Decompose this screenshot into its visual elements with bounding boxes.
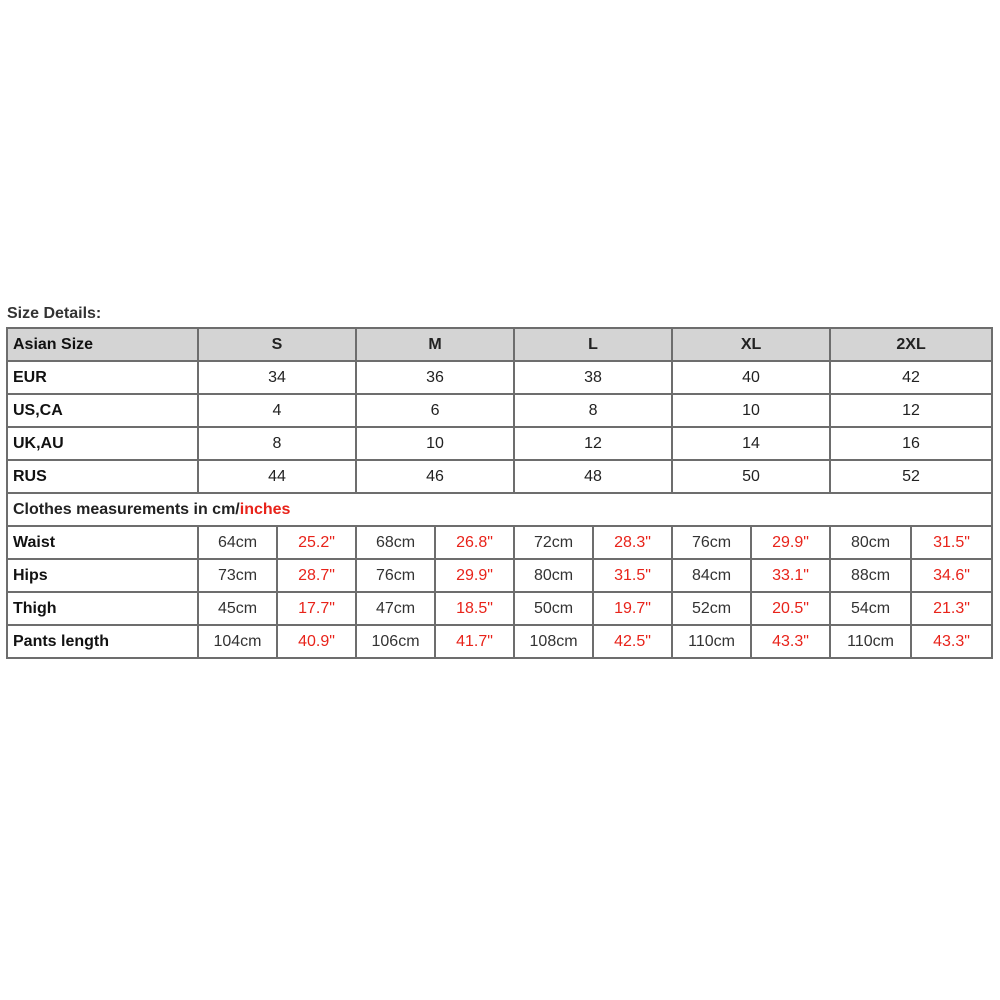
- cm-cell: 54cm: [830, 592, 911, 625]
- conversion-row-us-ca: [7, 394, 992, 427]
- row-label: Waist: [7, 526, 198, 559]
- size-details-caption: Size Details:: [7, 305, 102, 322]
- size-header-m: M: [356, 328, 514, 361]
- inch-cell: 42.5": [593, 625, 672, 658]
- row-label: Hips: [7, 559, 198, 592]
- cm-cell: 50cm: [514, 592, 593, 625]
- table-cell: 48: [514, 460, 672, 493]
- cm-cell: 64cm: [198, 526, 277, 559]
- size-header-2xl: 2XL: [830, 328, 992, 361]
- measurement-row-pants-length: [7, 625, 992, 658]
- conversion-row-eur: [7, 361, 992, 394]
- section-title-text: Clothes measurements in cm/: [13, 500, 240, 518]
- row-label: EUR: [7, 361, 198, 394]
- cm-cell: 76cm: [356, 559, 435, 592]
- inch-cell: 43.3": [751, 625, 830, 658]
- inch-cell: 28.7": [277, 559, 356, 592]
- table-cell: 10: [672, 394, 830, 427]
- row-label: US,CA: [7, 394, 198, 427]
- table-cell: 12: [514, 427, 672, 460]
- cm-cell: 106cm: [356, 625, 435, 658]
- inch-cell: 25.2": [277, 526, 356, 559]
- table-cell: 34: [198, 361, 356, 394]
- size-header-l: L: [514, 328, 672, 361]
- inch-cell: 43.3": [911, 625, 992, 658]
- inch-cell: 29.9": [751, 526, 830, 559]
- inch-cell: 33.1": [751, 559, 830, 592]
- cm-cell: 88cm: [830, 559, 911, 592]
- table-cell: 12: [830, 394, 992, 427]
- table-cell: 42: [830, 361, 992, 394]
- inch-cell: 34.6": [911, 559, 992, 592]
- cm-cell: 108cm: [514, 625, 593, 658]
- header-label: Asian Size: [7, 328, 198, 361]
- table-header-row: [7, 328, 992, 361]
- cm-cell: 68cm: [356, 526, 435, 559]
- table-cell: 36: [356, 361, 514, 394]
- inch-cell: 21.3": [911, 592, 992, 625]
- table-cell: 46: [356, 460, 514, 493]
- cm-cell: 47cm: [356, 592, 435, 625]
- table-cell: 44: [198, 460, 356, 493]
- measurement-row-hips: [7, 559, 992, 592]
- conversion-row-rus: [7, 460, 992, 493]
- table-cell: 52: [830, 460, 992, 493]
- cm-cell: 72cm: [514, 526, 593, 559]
- inch-cell: 29.9": [435, 559, 514, 592]
- cm-cell: 84cm: [672, 559, 751, 592]
- cm-cell: 80cm: [830, 526, 911, 559]
- table-cell: 6: [356, 394, 514, 427]
- inch-cell: 20.5": [751, 592, 830, 625]
- inch-cell: 31.5": [593, 559, 672, 592]
- row-label: Thigh: [7, 592, 198, 625]
- row-label: UK,AU: [7, 427, 198, 460]
- size-header-xl: XL: [672, 328, 830, 361]
- table-cell: 4: [198, 394, 356, 427]
- table-cell: 38: [514, 361, 672, 394]
- table-cell: 16: [830, 427, 992, 460]
- table-cell: 40: [672, 361, 830, 394]
- table-cell: 50: [672, 460, 830, 493]
- measurements-section-title: [7, 493, 992, 526]
- cm-cell: 80cm: [514, 559, 593, 592]
- inch-cell: 40.9": [277, 625, 356, 658]
- row-label: RUS: [7, 460, 198, 493]
- table-cell: 8: [198, 427, 356, 460]
- measurement-row-thigh: [7, 592, 992, 625]
- inch-cell: 17.7": [277, 592, 356, 625]
- cm-cell: 52cm: [672, 592, 751, 625]
- inch-cell: 28.3": [593, 526, 672, 559]
- row-label: Pants length: [7, 625, 198, 658]
- measurement-row-waist: [7, 526, 992, 559]
- cm-cell: 110cm: [830, 625, 911, 658]
- inch-cell: 31.5": [911, 526, 992, 559]
- inch-cell: 41.7": [435, 625, 514, 658]
- table-cell: 10: [356, 427, 514, 460]
- conversion-row-uk-au: [7, 427, 992, 460]
- inch-cell: 18.5": [435, 592, 514, 625]
- cm-cell: 45cm: [198, 592, 277, 625]
- section-title-highlight: inches: [239, 500, 291, 518]
- size-chart-table: [6, 327, 993, 659]
- table-cell: 8: [514, 394, 672, 427]
- size-header-s: S: [198, 328, 356, 361]
- measurements-section-row: [7, 493, 992, 526]
- cm-cell: 110cm: [672, 625, 751, 658]
- cm-cell: 76cm: [672, 526, 751, 559]
- inch-cell: 19.7": [593, 592, 672, 625]
- table-cell: 14: [672, 427, 830, 460]
- cm-cell: 73cm: [198, 559, 277, 592]
- inch-cell: 26.8": [435, 526, 514, 559]
- cm-cell: 104cm: [198, 625, 277, 658]
